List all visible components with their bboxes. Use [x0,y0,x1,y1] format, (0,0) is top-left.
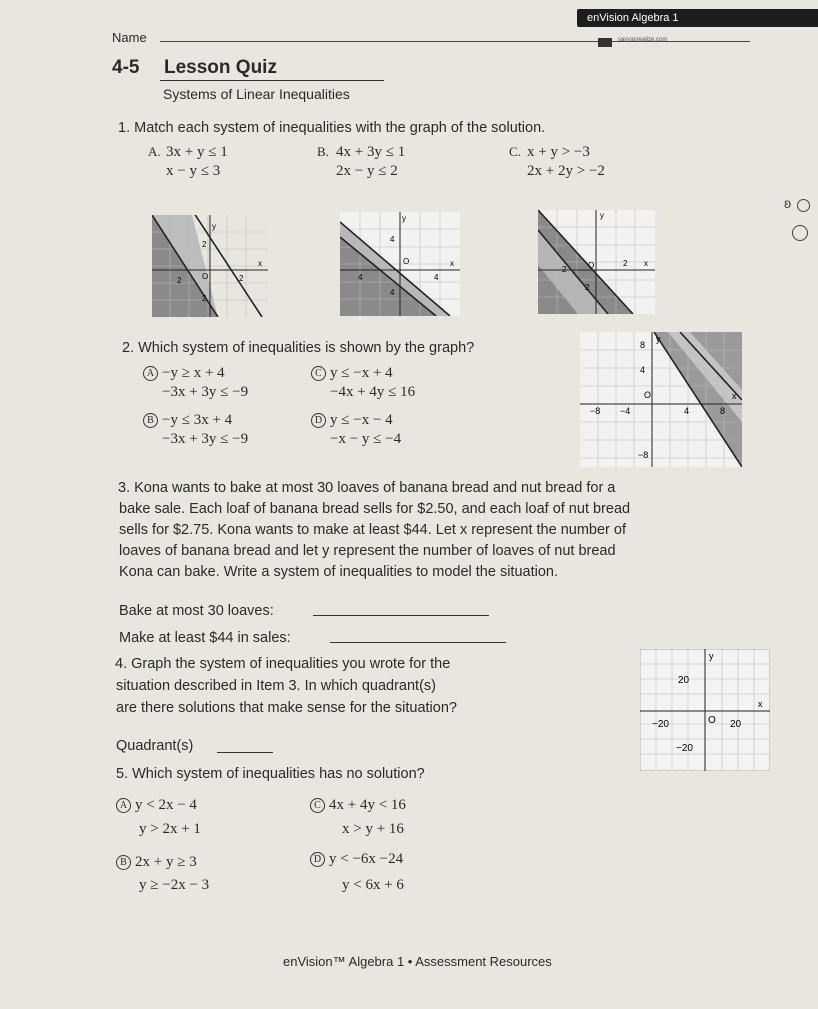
q1-c-label: C. [509,144,521,159]
y-axis-label: y [402,214,406,223]
origin-label: O [403,257,410,266]
q1-c-line2: 2x + 2y > −2 [527,163,605,179]
q2-option-c[interactable] [311,365,393,382]
y-axis-label: y [656,334,661,344]
bake-answer-field[interactable] [313,615,489,616]
q3-line-1: 3. Kona wants to bake at most 30 loaves of banana bread and nut bread for a [118,480,616,496]
sales-answer-field[interactable] [330,642,506,643]
q5-c-line2: x > y + 16 [342,821,404,837]
choice-circle-b[interactable]: B [143,413,158,428]
tick-label: 4 [390,288,395,297]
tick-label: 20 [678,675,690,686]
quadrant-answer-field[interactable] [217,752,273,753]
tick-label: 8 [720,406,726,416]
q5-a-line2: y > 2x + 1 [139,821,201,837]
q2-option-d[interactable] [311,412,393,429]
q5-a-line1: y < 2x − 4 [135,797,197,813]
q2-a-line2: −3x + 3y ≤ −9 [162,384,249,400]
tick-label: 4 [434,273,439,282]
tick-label: 4 [358,273,363,282]
q1-a-line1: 3x + y ≤ 1 [166,144,228,160]
tick-label: 20 [730,719,742,730]
q1-b-line2: 2x − y ≤ 2 [336,163,398,179]
margin-scribble: ʚ [784,195,792,211]
tick-label: 4 [640,365,646,375]
x-axis-label: x [450,259,454,268]
name-label: Name [112,30,147,45]
margin-circle [792,225,808,241]
tick-label: 4 [390,235,395,244]
y-axis-label: y [709,651,714,661]
q1-prompt: 1. Match each system of inequalities with the graph of the solution. [118,120,546,136]
q2-b-line1: −y ≤ 3x + 4 [162,412,233,428]
tick-label: 2 [202,294,207,303]
choice-circle-a[interactable]: A [143,366,158,381]
tick-label: 2 [562,265,567,274]
x-axis-label: x [644,259,648,268]
q3-line-5: Kona can bake. Write a system of inequalities to model the situation. [119,564,559,580]
q2-c-line2: −4x + 4y ≤ 16 [330,384,416,400]
q4-line-3: are there solutions that make sense for the situation? [116,700,457,716]
q2-prompt: 2. Which system of inequalities is shown by the graph? [122,340,475,356]
tick-label: −20 [652,719,669,730]
q5-option-c[interactable] [310,797,406,814]
y-axis-label: y [600,211,604,220]
q4-graph[interactable] [640,649,770,771]
y-axis-label: y [212,222,216,231]
tick-label: 2 [202,240,207,249]
x-axis-label: x [258,259,262,268]
x-axis-label: x [732,391,737,401]
tick-label: −8 [638,450,649,460]
q4-line-2: situation described in Item 3. In which quadrant(s) [116,678,436,694]
q2-c-line1: y ≤ −x + 4 [330,365,393,381]
quadrant-label: Quadrant(s) [116,738,194,754]
choice-circle-c[interactable]: C [310,798,325,813]
margin-circle [797,199,810,212]
title-rule [160,80,384,81]
origin-label: O [588,261,595,270]
tick-label: −20 [676,743,693,754]
footer: enVision™ Algebra 1 • Assessment Resources [283,954,552,969]
q2-d-line1: y ≤ −x − 4 [330,412,393,428]
lesson-title: Lesson Quiz [164,57,277,78]
tick-label: 2 [177,276,182,285]
brand-url: savvasrealize.com [618,37,668,43]
tick-label: 2 [585,283,590,292]
q2-option-b[interactable] [143,412,232,429]
tick-label: 8 [640,340,646,350]
q1-a-label: A. [148,144,161,159]
origin-label: O [708,715,716,726]
q3-line-2: bake sale. Each loaf of banana bread sells for $2.50, and each loaf of nut bread [119,501,631,517]
choice-circle-d[interactable]: D [310,852,325,867]
q2-b-line2: −3x + 3y ≤ −9 [162,431,249,447]
q1-b-line1: 4x + 3y ≤ 1 [336,144,406,160]
q5-b-line2: y ≥ −2x − 3 [139,877,210,893]
q1-a-line2: x − y ≤ 3 [166,163,221,179]
q3-line-4: loaves of banana bread and let y represent the number of loaves of nut bread [119,543,616,559]
choice-circle-a[interactable]: A [116,798,131,813]
q1-c-line1: x + y > −3 [527,144,590,160]
q2-graph [580,332,742,467]
origin-label: O [644,390,652,400]
tick-label: −4 [620,406,631,416]
q5-prompt: 5. Which system of inequalities has no solution? [116,766,425,782]
lesson-subtitle: Systems of Linear Inequalities [163,86,350,102]
q5-c-line1: 4x + 4y < 16 [329,797,406,813]
tick-label: 2 [239,274,244,283]
choice-circle-d[interactable]: D [311,413,326,428]
tick-label: −8 [590,406,601,416]
origin-label: O [202,272,209,281]
q3-line-3: sells for $2.75. Kona wants to make at least $44. Let x represent the number of [119,522,626,538]
brand-tab: enVision Algebra 1 [577,9,818,27]
lesson-number: 4-5 [112,57,140,78]
q5-option-b[interactable] [116,854,197,871]
x-axis-label: x [758,699,763,709]
q5-d-line1: y < −6x −24 [329,851,404,867]
tick-label: 2 [623,259,628,268]
choice-circle-c[interactable]: C [311,366,326,381]
q5-d-line2: y < 6x + 6 [342,877,404,893]
q2-option-a[interactable] [143,365,225,382]
q5-option-a[interactable] [116,797,197,814]
tick-label: 4 [684,406,690,416]
q1-graph-1 [152,215,268,317]
logo-icon [598,38,612,47]
q5-b-line1: 2x + y ≥ 3 [135,854,197,870]
q1-b-label: B. [317,144,329,159]
q1-graph-3 [538,210,655,314]
q1-graph-2 [340,212,460,316]
q4-line-1: 4. Graph the system of inequalities you wrote for the [115,656,451,672]
q2-a-line1: −y ≥ x + 4 [162,365,225,381]
q5-option-d[interactable] [310,851,403,868]
bake-label: Bake at most 30 loaves: [119,603,274,619]
q2-d-line2: −x − y ≤ −4 [330,431,402,447]
sales-label: Make at least $44 in sales: [119,630,291,646]
choice-circle-b[interactable]: B [116,855,131,870]
